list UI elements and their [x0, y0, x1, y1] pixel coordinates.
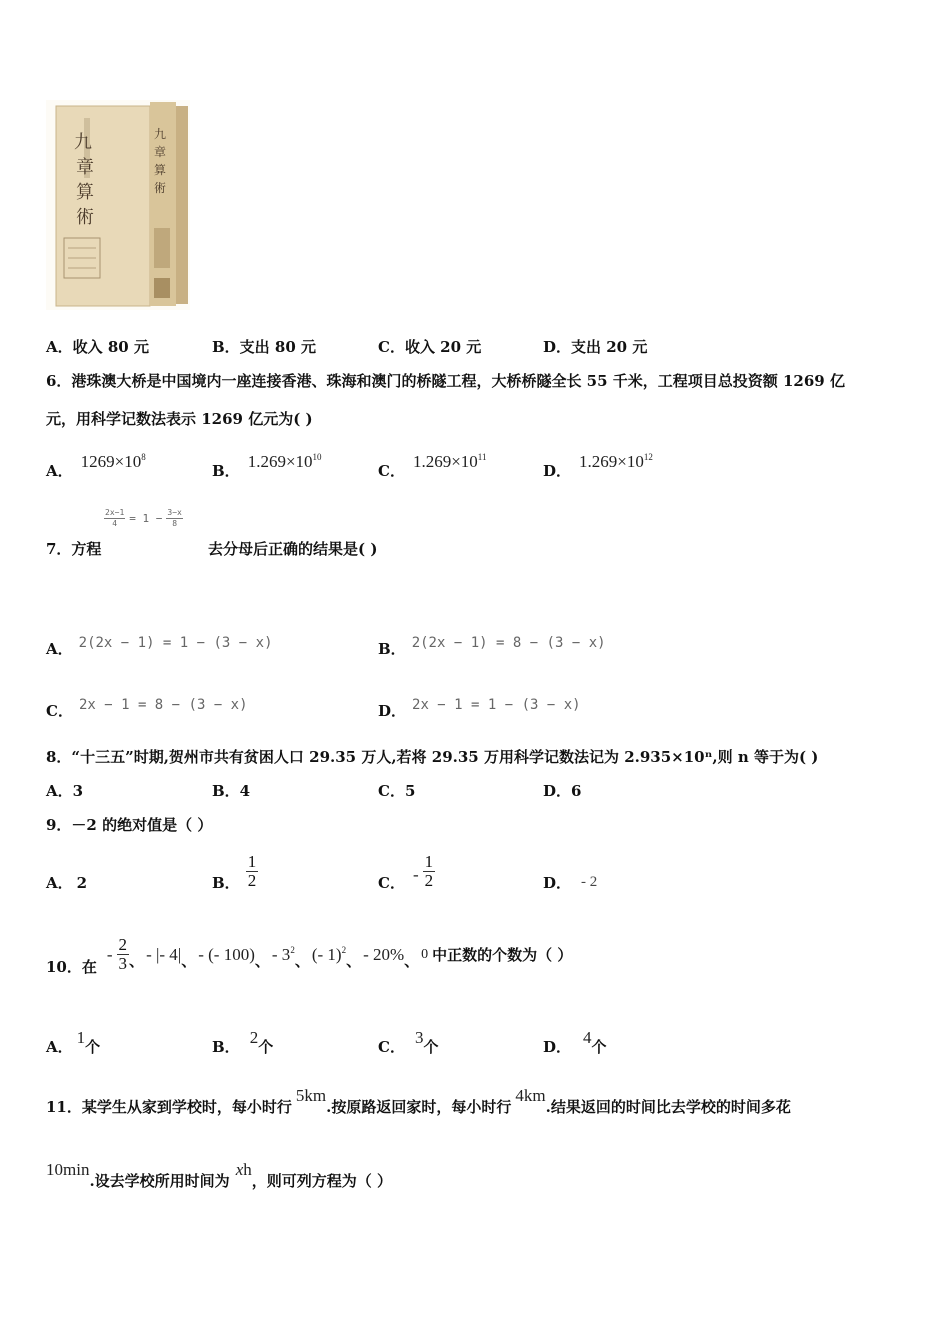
minus-sign: - [412, 864, 419, 884]
time-variable: xh [235, 1159, 252, 1179]
option-label: A． [46, 640, 73, 658]
term: - |- 4| [146, 944, 182, 964]
separator: 、 [404, 952, 420, 970]
q11-text: 11．某学生从家到学校时，每小时行 [46, 1098, 292, 1116]
q10-option-d[interactable] [543, 1018, 607, 1057]
q9-option-c[interactable] [378, 850, 435, 893]
svg-text:章: 章 [154, 145, 167, 159]
option-unit: 个 [85, 1038, 101, 1056]
q7-option-b[interactable] [378, 626, 606, 659]
option-value: - 2 [581, 874, 598, 890]
option-math: 2(2x − 1) = 1 − (3 − x) [78, 634, 273, 651]
q9-option-a[interactable] [46, 872, 87, 893]
q11-question-line1 [46, 1074, 791, 1117]
book-illustration [44, 98, 192, 312]
separator: 、 [346, 952, 362, 970]
q7-option-c[interactable] [46, 688, 248, 721]
q5-option-a[interactable]: A．收入 80 元 [46, 338, 149, 356]
q6-option-d[interactable] [543, 442, 653, 481]
separator: 、 [129, 952, 145, 970]
fraction: $\frac{2x-1}{4}$ [105, 508, 125, 528]
q10-option-a[interactable] [46, 1018, 100, 1057]
term: - $3^2$ [271, 944, 295, 964]
option-math: $1.269\times 10^{11}$ [412, 451, 487, 471]
svg-text:算: 算 [154, 163, 167, 177]
option-label: C． [378, 874, 405, 892]
option-label: C． [46, 702, 73, 720]
q7-equation [104, 508, 183, 529]
term: 0 [421, 946, 429, 962]
q10-question [46, 932, 572, 977]
q6-question-line1: 6．港珠澳大桥是中国境内一座连接香港、珠海和澳门的桥隧工程，大桥桥隧全长 55 千米，工程项目总投资额 1269 亿 [46, 372, 845, 390]
svg-text:算: 算 [76, 182, 94, 203]
fraction: $\frac{3-x}{8}$ [167, 508, 182, 528]
option-label: D． [543, 874, 572, 892]
q10-option-c[interactable] [378, 1018, 438, 1057]
separator: 、 [294, 952, 310, 970]
q8-question: 8．“十三五”时期,贺州市共有贫困人口 29.35 万人,若将 29.35 万用科学记数法记为 2.935×10ⁿ,则 n 等于为( ) [46, 748, 819, 766]
fraction: $\frac{1}{2}$ [247, 852, 257, 890]
q6-question-line2: 元，用科学记数法表示 1269 亿元为( ) [46, 410, 313, 428]
q7-question-prefix: 7．方程 [46, 540, 102, 558]
q11-text: ，则可列方程为（ ） [251, 1172, 392, 1190]
q9-option-b[interactable] [212, 850, 258, 893]
svg-text:九: 九 [154, 127, 167, 141]
option-label: A． [46, 462, 73, 480]
option-label: D． [543, 462, 572, 480]
q6-option-b[interactable] [212, 442, 322, 481]
option-label: B． [212, 1038, 240, 1056]
option-label: B． [212, 874, 240, 892]
svg-text:章: 章 [76, 157, 94, 178]
fraction: $\frac{1}{2}$ [424, 852, 434, 890]
q7-option-a[interactable] [46, 626, 273, 659]
q10-prefix: 10．在 [46, 958, 97, 976]
term: - 20% [363, 944, 405, 964]
equation-middle: = 1 − [129, 512, 163, 525]
q10-option-b[interactable] [212, 1018, 273, 1057]
minus-sign: - [106, 944, 113, 964]
option-label: C． [378, 462, 405, 480]
option-unit: 个 [591, 1038, 607, 1056]
q9-option-d[interactable] [543, 872, 597, 893]
option-label: A． [46, 874, 73, 892]
svg-text:術: 術 [76, 207, 94, 228]
q5-option-d[interactable]: D．支出 20 元 [543, 338, 648, 356]
option-math: 2x − 1 = 1 − (3 − x) [412, 696, 581, 713]
q8-option-c[interactable]: C．5 [378, 782, 416, 800]
fraction: $\frac{2}{3}$ [118, 935, 128, 973]
svg-text:九: 九 [74, 132, 92, 153]
option-value: 4 [583, 1027, 592, 1047]
option-value: 3 [414, 1027, 424, 1047]
q10-suffix: 中正数的个数为（ ） [432, 946, 573, 964]
option-label: B． [212, 462, 240, 480]
q7-option-d[interactable] [378, 688, 581, 721]
option-label: D． [543, 1038, 572, 1056]
separator: 、 [181, 952, 197, 970]
q9-question: 9．－2 的绝对值是（ ） [46, 816, 213, 834]
option-label: A． [46, 1038, 73, 1056]
q7-question-suffix: 去分母后正确的结果是( ) [208, 540, 378, 558]
q5-option-b[interactable]: B．支出 80 元 [212, 338, 316, 356]
q11-question-line2 [46, 1148, 392, 1191]
option-label: B． [378, 640, 406, 658]
option-math: 2(2x − 1) = 8 − (3 − x) [411, 634, 606, 651]
option-math: $1.269\times 10^{10}$ [247, 451, 322, 471]
speed-to-school: 5km [295, 1085, 327, 1105]
q8-option-d[interactable]: D．6 [543, 782, 582, 800]
term: (- 1)$^2$ [311, 944, 347, 964]
option-value: 2 [249, 1027, 259, 1047]
option-label: C． [378, 1038, 405, 1056]
svg-text:術: 術 [154, 181, 167, 195]
separator: 、 [254, 952, 270, 970]
option-value: 1 [76, 1027, 86, 1047]
q11-text: .按原路返回家时，每小时行 [326, 1098, 512, 1116]
q8-option-a[interactable]: A．3 [46, 782, 84, 800]
option-math: $1269\times 10^8$ [80, 451, 146, 471]
option-value: 2 [76, 873, 88, 892]
q11-text: .设去学校所用时间为 [89, 1172, 230, 1190]
option-math: $1.269\times 10^{12}$ [579, 451, 653, 471]
q11-text: .结果返回的时间比去学校的时间多花 [545, 1098, 791, 1116]
term: - (- 100) [198, 944, 255, 964]
q6-option-a[interactable] [46, 442, 146, 481]
option-unit: 个 [258, 1038, 274, 1056]
q6-option-c[interactable] [378, 442, 486, 481]
book-cover-image [44, 98, 192, 312]
option-math: 2x − 1 = 8 − (3 − x) [78, 696, 248, 713]
extra-time: 10min [46, 1159, 90, 1179]
speed-back-home: 4km [515, 1085, 546, 1105]
q8-option-b[interactable]: B．4 [212, 782, 251, 800]
q5-option-c[interactable]: C．收入 20 元 [378, 338, 482, 356]
option-label: D． [378, 702, 407, 720]
option-unit: 个 [423, 1038, 439, 1056]
